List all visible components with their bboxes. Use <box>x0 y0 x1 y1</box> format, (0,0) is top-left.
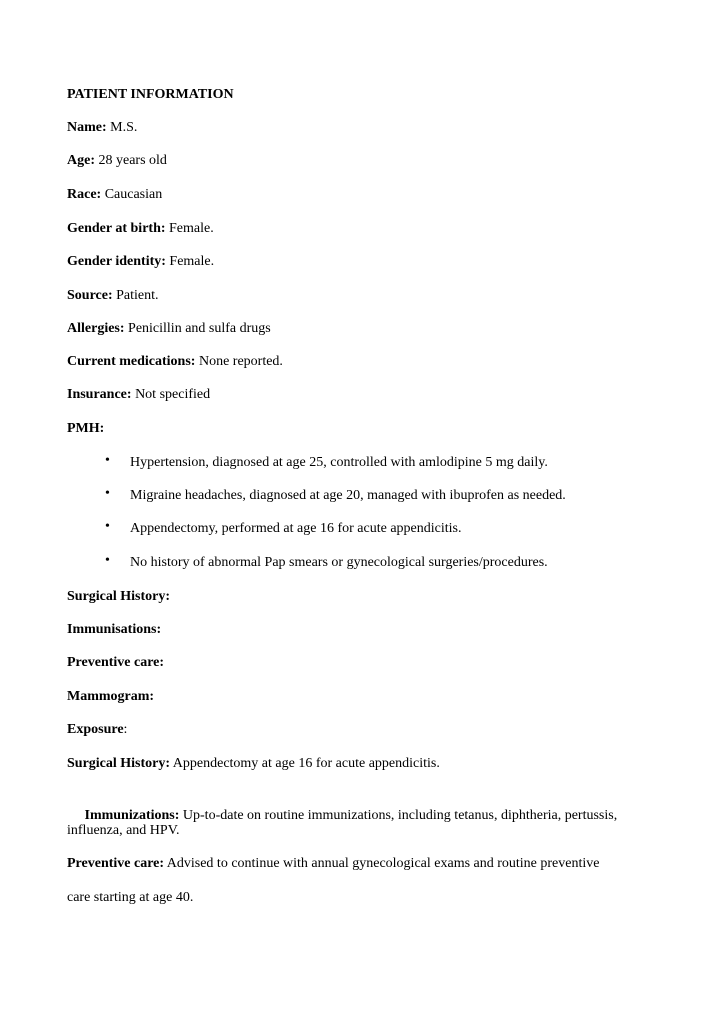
field-label: Preventive care: <box>67 856 165 871</box>
field-current-medications <box>67 353 283 371</box>
field-value: Caucasian <box>101 187 163 202</box>
pmh-heading <box>67 420 104 438</box>
field-age <box>67 152 167 170</box>
field-value: Not specified <box>131 387 211 402</box>
field-value: influenza, and HPV. <box>67 823 180 838</box>
field-label: Name: <box>67 120 107 135</box>
detail-preventive-care-continued <box>67 889 193 907</box>
field-label: Age: <box>67 153 95 168</box>
bullet-icon: • <box>105 453 110 468</box>
bullet-icon: • <box>105 519 110 534</box>
list-item: No history of abnormal Pap smears or gynecological surgeries/procedures. <box>130 555 548 570</box>
list-item: Appendectomy, performed at age 16 for acute appendicitis. <box>130 521 462 536</box>
bullet-icon: • <box>105 553 110 568</box>
field-insurance <box>67 386 210 404</box>
field-label: Exposure <box>67 722 124 737</box>
field-value: Up-to-date on routine immunizations, including tetanus, diphtheria, pertussis, <box>179 808 618 823</box>
list-item: Migraine headaches, diagnosed at age 20, managed with ibuprofen as needed. <box>130 488 566 503</box>
field-source <box>67 287 159 305</box>
field-label: Mammogram: <box>67 689 155 704</box>
heading-exposure <box>67 721 127 739</box>
field-label: Immunisations: <box>67 622 162 637</box>
list-item: Hypertension, diagnosed at age 25, controlled with amlodipine 5 mg daily. <box>130 455 548 470</box>
heading-text: PATIENT INFORMATION <box>67 87 234 102</box>
field-value: care starting at age 40. <box>67 890 194 905</box>
field-label: Current medications: <box>67 354 196 369</box>
field-label: Immunizations: <box>81 808 180 823</box>
field-value: 28 years old <box>95 153 167 168</box>
field-label: Race: <box>67 187 102 202</box>
field-gender-identity <box>67 253 214 271</box>
field-race <box>67 186 162 204</box>
field-label: Gender identity: <box>67 254 166 269</box>
bullet-icon: • <box>105 486 110 501</box>
field-label: Surgical History: <box>67 589 171 604</box>
detail-immunizations-continued <box>67 822 180 840</box>
field-label: Gender at birth: <box>67 221 166 236</box>
field-label: Preventive care: <box>67 655 165 670</box>
field-value: Appendectomy at age 16 for acute appendicitis. <box>170 756 440 771</box>
field-label: Insurance: <box>67 387 132 402</box>
field-value: M.S. <box>106 120 138 135</box>
detail-preventive-care <box>67 855 599 873</box>
field-value: Female. <box>165 221 214 236</box>
heading-immunisations <box>67 621 161 639</box>
field-label: PMH: <box>67 421 105 436</box>
field-value: Female. <box>165 254 215 269</box>
field-value: Patient. <box>112 288 159 303</box>
field-label: Allergies: <box>67 321 125 336</box>
heading-preventive-care <box>67 654 164 672</box>
field-value: Penicillin and sulfa drugs <box>124 321 271 336</box>
field-gender-at-birth <box>67 220 214 238</box>
colon-text: : <box>123 722 128 737</box>
heading-mammogram <box>67 688 154 706</box>
field-allergies <box>67 320 271 338</box>
field-label: Surgical History: <box>67 756 171 771</box>
field-label: Source: <box>67 288 113 303</box>
heading-surgical-history <box>67 588 170 606</box>
field-value: Advised to continue with annual gynecological exams and routine preventive <box>164 856 600 871</box>
detail-surgical-history <box>67 755 440 773</box>
field-value: None reported. <box>195 354 283 369</box>
field-name <box>67 119 137 137</box>
section-heading <box>67 86 234 104</box>
